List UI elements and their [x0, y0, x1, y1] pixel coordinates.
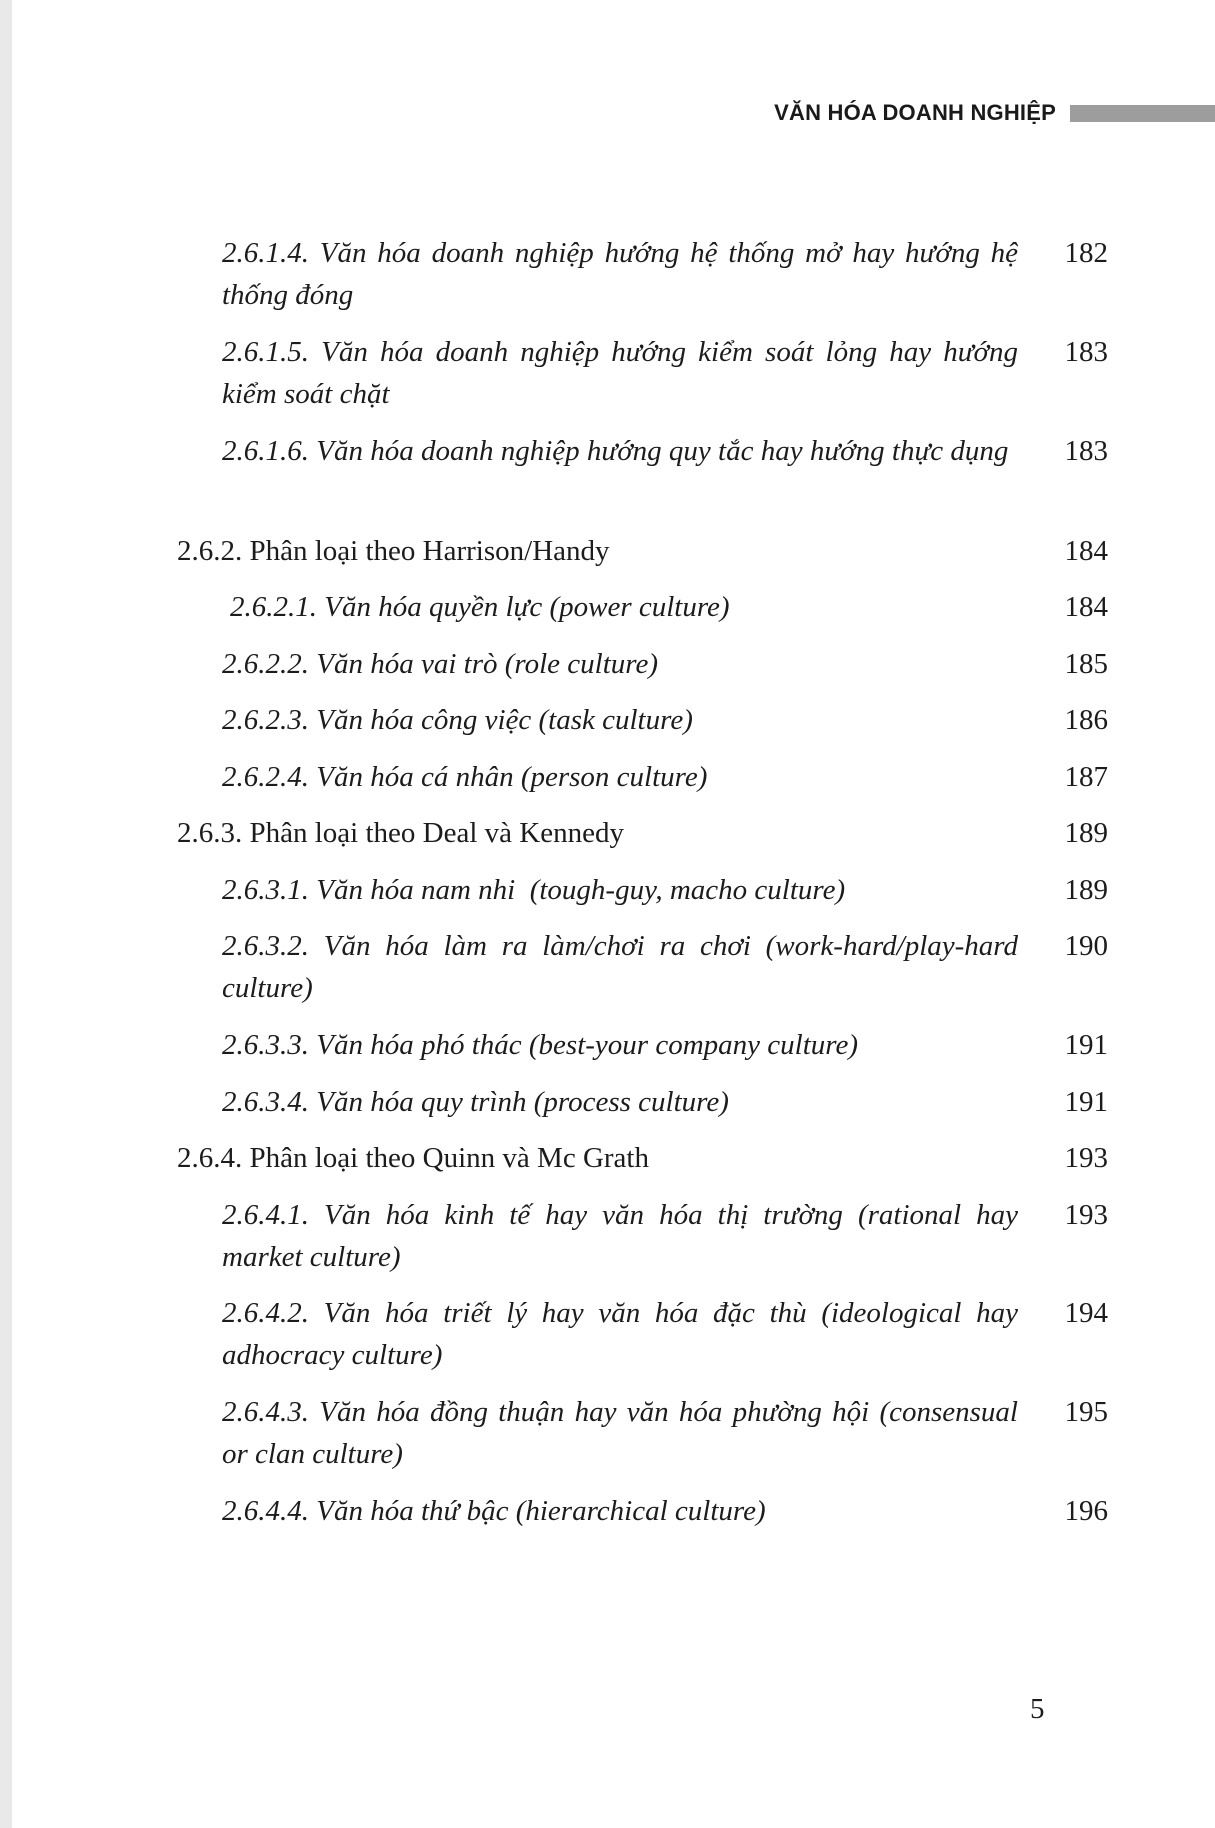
- toc-entry-title: 2.6.3.3. Văn hóa phó thác (best-your company culture): [222, 1029, 858, 1061]
- toc-entry-page: 190: [1064, 930, 1108, 962]
- toc-entry-title: 2.6.2.2. Văn hóa vai trò (role culture): [222, 648, 659, 680]
- toc-entry: [222, 1081, 1108, 1123]
- toc-entry-page: 193: [1064, 1199, 1108, 1231]
- toc-entry-page: 185: [1064, 648, 1108, 680]
- toc-entry: [222, 1490, 1108, 1532]
- toc-entry-title: 2.6.1.4. Văn hóa doanh nghiệp hướng hệ thống mở hay hướng hệ thống đóng: [222, 237, 1018, 311]
- toc-entry-title: 2.6.1.6. Văn hóa doanh nghiệp hướng quy tắc hay hướng thực dụng: [222, 435, 1009, 467]
- toc-entry-page: 183: [1064, 435, 1108, 467]
- toc-entry-page: 183: [1064, 336, 1108, 368]
- toc-entry-title: 2.6.2. Phân loại theo Harrison/Handy: [177, 535, 610, 567]
- toc-entry-page: 182: [1064, 237, 1108, 269]
- toc-entry-title: 2.6.2.1. Văn hóa quyền lực (power culture): [230, 591, 730, 623]
- toc-entry-page: 191: [1064, 1029, 1108, 1061]
- header-title: VĂN HÓA DOANH NGHIỆP: [774, 100, 1056, 125]
- toc-entry-page: 193: [1064, 1142, 1108, 1174]
- toc-entry: [222, 1292, 1108, 1376]
- toc-entry-page: 195: [1064, 1396, 1108, 1428]
- toc-entry: [222, 643, 1108, 685]
- book-page: [12, 0, 1215, 1828]
- toc-entry-title: 2.6.2.3. Văn hóa công việc (task culture): [222, 704, 693, 736]
- toc-entry-page: 184: [1064, 535, 1108, 567]
- toc-entry-title: 2.6.4.1. Văn hóa kinh tế hay văn hóa thị trường (rational hay market culture): [222, 1199, 1018, 1273]
- toc-entry-page: 196: [1064, 1495, 1108, 1527]
- toc-entry: [222, 699, 1108, 741]
- toc-entry-title: 2.6.4.3. Văn hóa đồng thuận hay văn hóa phường hội (consensual or clan culture): [222, 1396, 1018, 1470]
- toc-entry-title: 2.6.4. Phân loại theo Quinn và Mc Grath: [177, 1142, 649, 1174]
- toc-entry-title: 2.6.1.5. Văn hóa doanh nghiệp hướng kiểm soát lỏng hay hướng kiểm soát chặt: [222, 336, 1018, 410]
- toc-entry: [222, 756, 1108, 798]
- toc-entry: [222, 232, 1108, 316]
- toc-entry-title: 2.6.4.4. Văn hóa thứ bậc (hierarchical culture): [222, 1495, 766, 1527]
- toc-entry: [222, 430, 1108, 472]
- toc-entry: [222, 869, 1108, 911]
- toc-entry-title: 2.6.2.4. Văn hóa cá nhân (person culture): [222, 761, 708, 793]
- toc-entry-page: 189: [1064, 817, 1108, 849]
- toc-entry: [177, 530, 1108, 572]
- toc-entry-page: 189: [1064, 874, 1108, 906]
- toc-entry: [230, 586, 1108, 628]
- toc-entry: [177, 812, 1108, 854]
- toc-entry-page: 187: [1064, 761, 1108, 793]
- toc-entry-page: 184: [1064, 591, 1108, 623]
- toc-entry: [177, 1137, 1108, 1179]
- toc-entry-title: 2.6.4.2. Văn hóa triết lý hay văn hóa đặc thù (ideological hay adhocracy culture): [222, 1297, 1018, 1371]
- toc-entry: [222, 331, 1108, 415]
- toc-entry-title: 2.6.3.1. Văn hóa nam nhi (tough-guy, macho culture): [222, 874, 846, 906]
- toc-entry-title: 2.6.3.4. Văn hóa quy trình (process culture): [222, 1086, 729, 1118]
- toc-entry-page: 191: [1064, 1086, 1108, 1118]
- toc-entry-page: 194: [1064, 1297, 1108, 1329]
- toc-entry: [222, 925, 1108, 1009]
- page-number: 5: [1030, 1693, 1045, 1725]
- toc-entry: [222, 1194, 1108, 1278]
- toc-entry-title: 2.6.3.2. Văn hóa làm ra làm/chơi ra chơi (work-hard/play-hard culture): [222, 930, 1018, 1004]
- toc-entry-title: 2.6.3. Phân loại theo Deal và Kennedy: [177, 817, 624, 849]
- toc-entry: [222, 1391, 1108, 1475]
- toc-entry-page: 186: [1064, 704, 1108, 736]
- toc-entry: [222, 1024, 1108, 1066]
- table-of-contents: [12, 0, 1215, 1828]
